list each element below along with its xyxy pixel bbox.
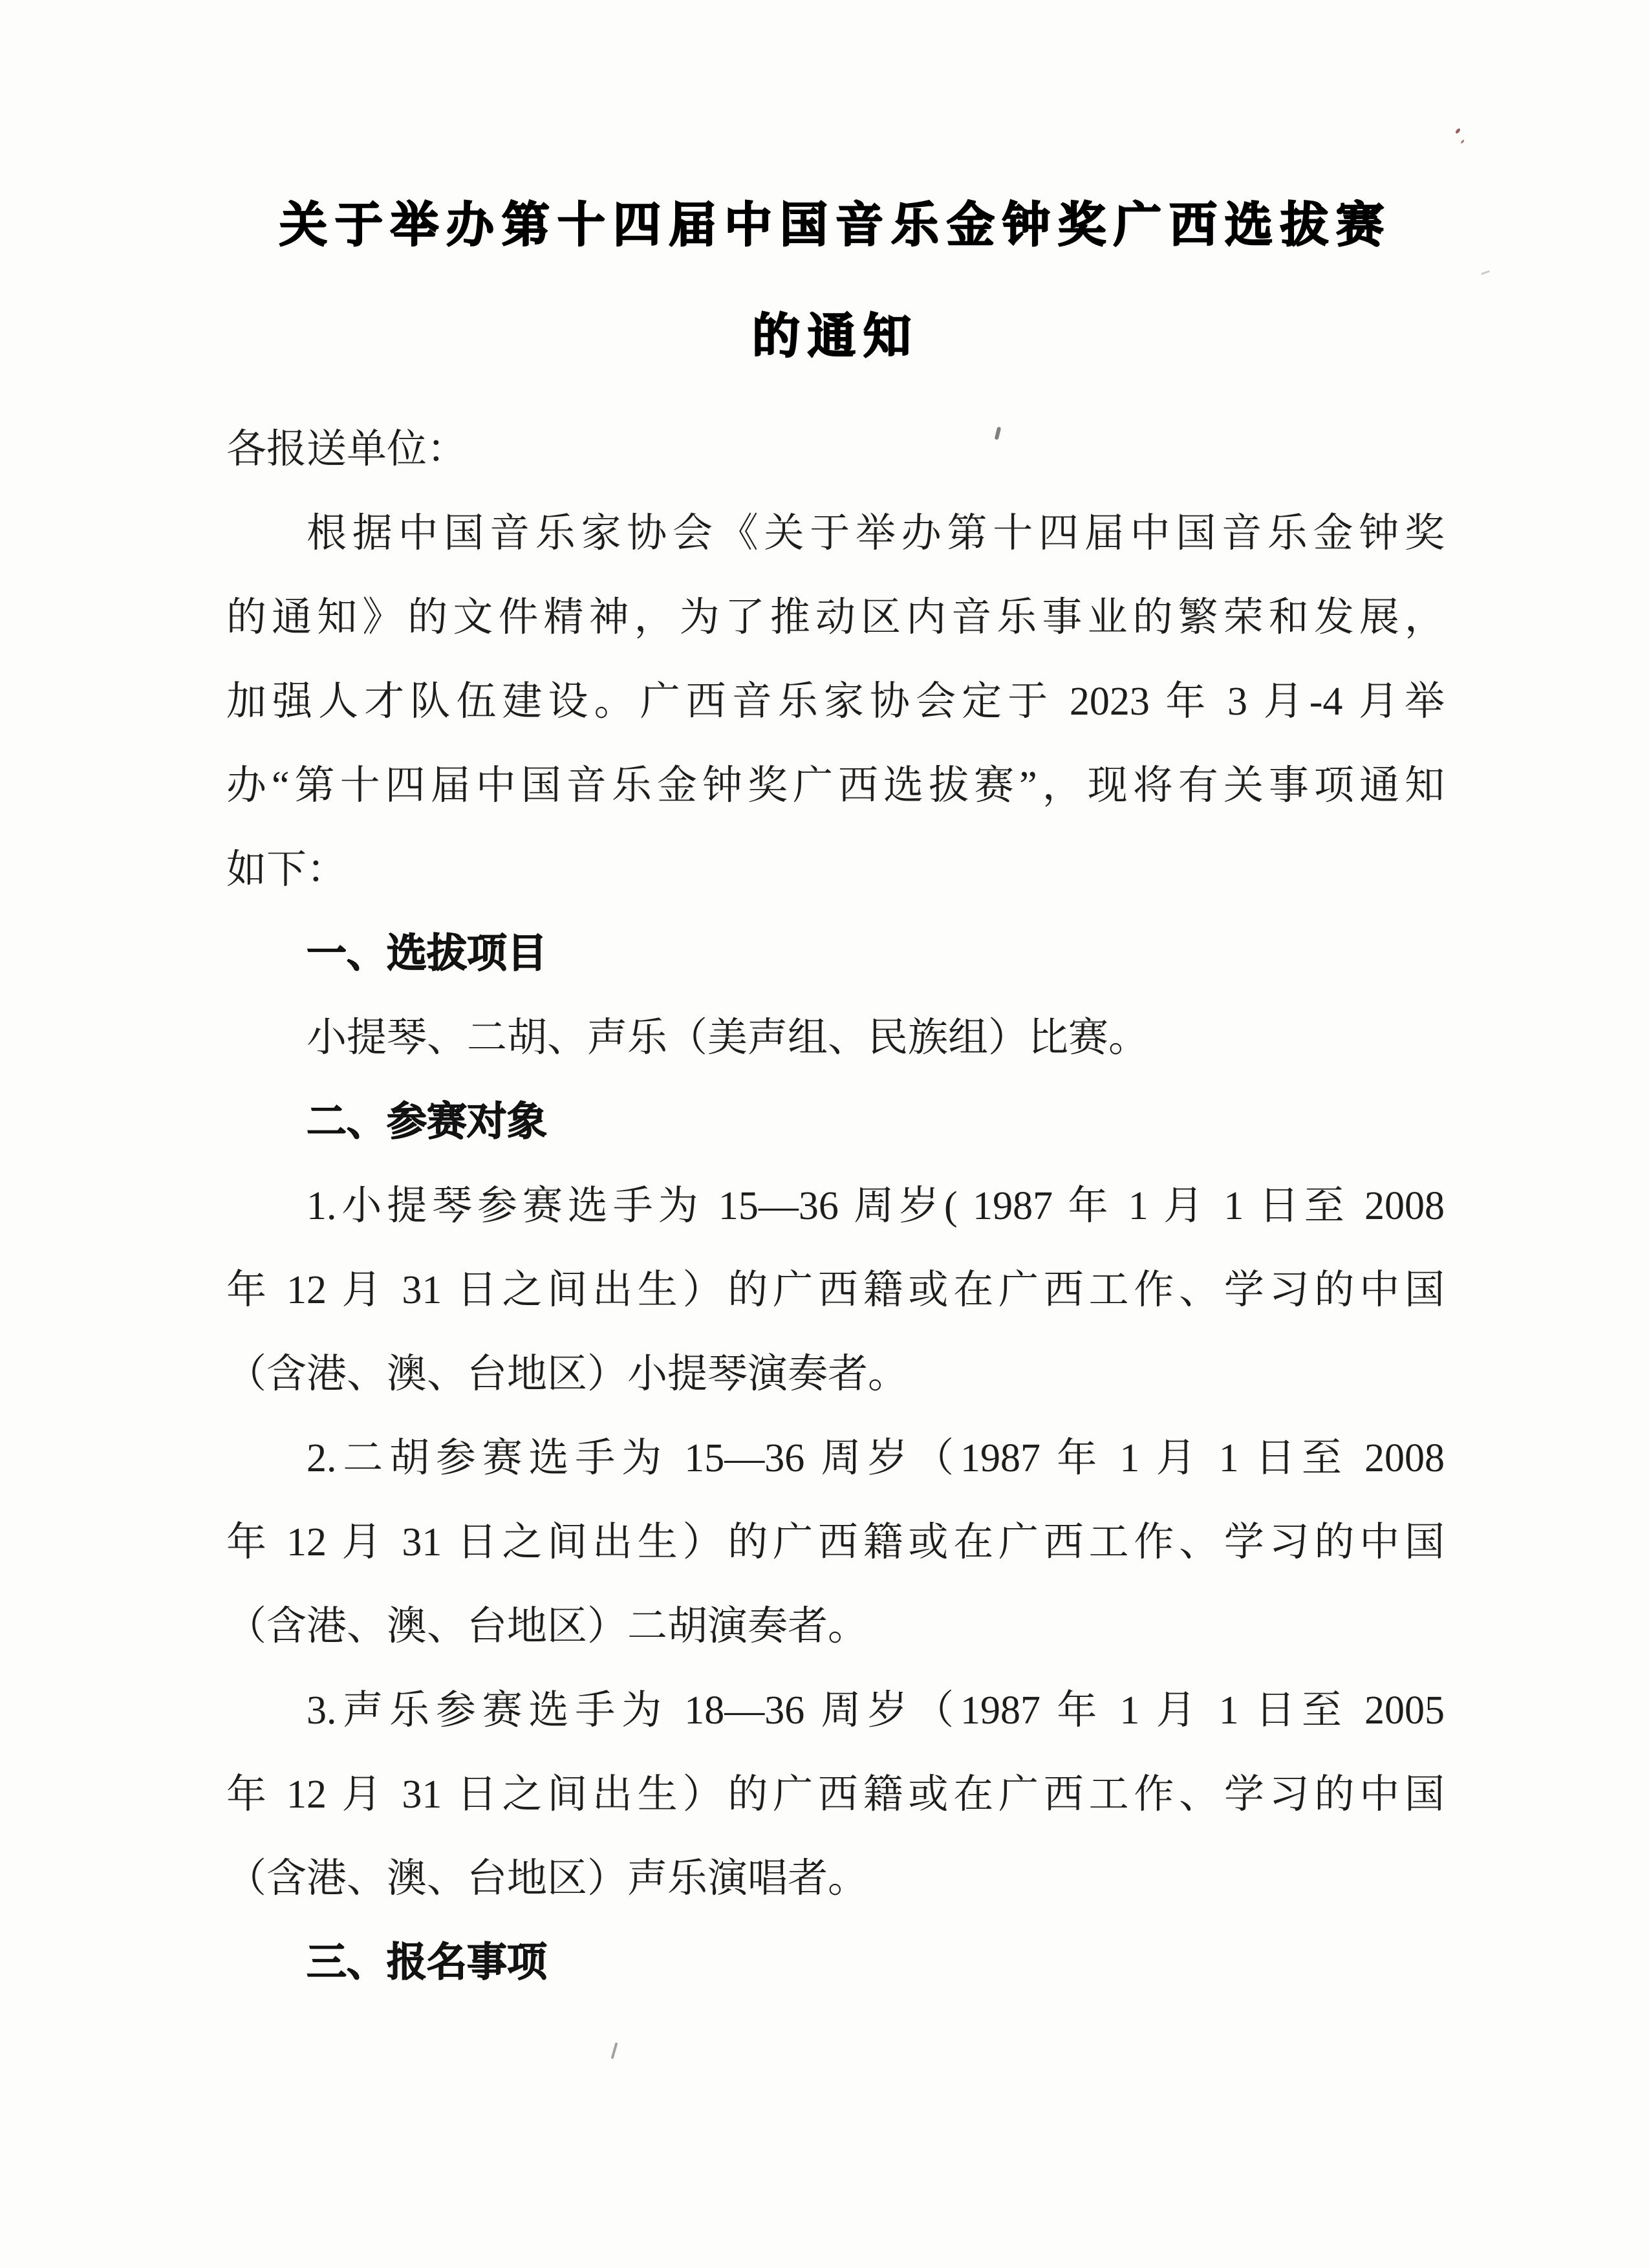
erhu-item-line-1: 2.二胡参赛选手为 15—36 周岁（1987 年 1 月 1 日至 2008	[307, 1436, 1445, 1480]
erhu-item-line-2: 年 12 月 31 日之间出生）的广西籍或在广西工作、学习的中国	[226, 1520, 1445, 1564]
intro-paragraph-line-3: 加强人才队伍建设。广西音乐家协会定于 2023 年 3 月-4 月举	[226, 680, 1445, 724]
scan-speck	[1481, 270, 1490, 275]
scan-speck	[1455, 127, 1461, 134]
intro-paragraph-line-5: 如下：	[226, 848, 347, 892]
document-title-line-1: 关于举办第十四届中国音乐金钟奖广西选拔赛	[279, 198, 1392, 252]
section-1-content: 小提琴、二胡、声乐（美声组、民族组）比赛。	[307, 1016, 1149, 1060]
scan-speck	[610, 2042, 618, 2059]
document-body	[226, 0, 1445, 2005]
document-title-line-2: 的通知	[752, 309, 919, 363]
title-gap	[226, 392, 1445, 407]
erhu-item-line-3: （含港、澳、台地区）二胡演奏者。	[226, 1604, 868, 1648]
section-2-heading: 二、参赛对象	[307, 1099, 548, 1144]
intro-paragraph-line-4: 办“第十四届中国音乐金钟奖广西选拔赛”，现将有关事项通知	[226, 764, 1445, 808]
salutation: 各报送单位：	[226, 427, 468, 471]
vocal-item-line-1: 3.声乐参赛选手为 18—36 周岁（1987 年 1 月 1 日至 2005	[307, 1689, 1445, 1733]
violin-item-line-2: 年 12 月 31 日之间出生）的广西籍或在广西工作、学习的中国	[226, 1268, 1445, 1312]
violin-item-line-1: 1.小提琴参赛选手为 15—36 周岁( 1987 年 1 月 1 日至 2008	[307, 1184, 1445, 1228]
intro-paragraph-line-1: 根据中国音乐家协会《关于举办第十四届中国音乐金钟奖	[307, 512, 1445, 556]
vocal-item-line-2: 年 12 月 31 日之间出生）的广西籍或在广西工作、学习的中国	[226, 1773, 1445, 1817]
intro-paragraph-line-2: 的通知》的文件精神，为了推动区内音乐事业的繁荣和发展，	[226, 596, 1445, 640]
violin-item-line-3: （含港、澳、台地区）小提琴演奏者。	[226, 1352, 909, 1396]
section-1-heading: 一、选拔项目	[307, 931, 548, 976]
vocal-item-line-3: （含港、澳、台地区）声乐演唱者。	[226, 1857, 868, 1901]
section-3-heading: 三、报名事项	[307, 1940, 548, 1985]
